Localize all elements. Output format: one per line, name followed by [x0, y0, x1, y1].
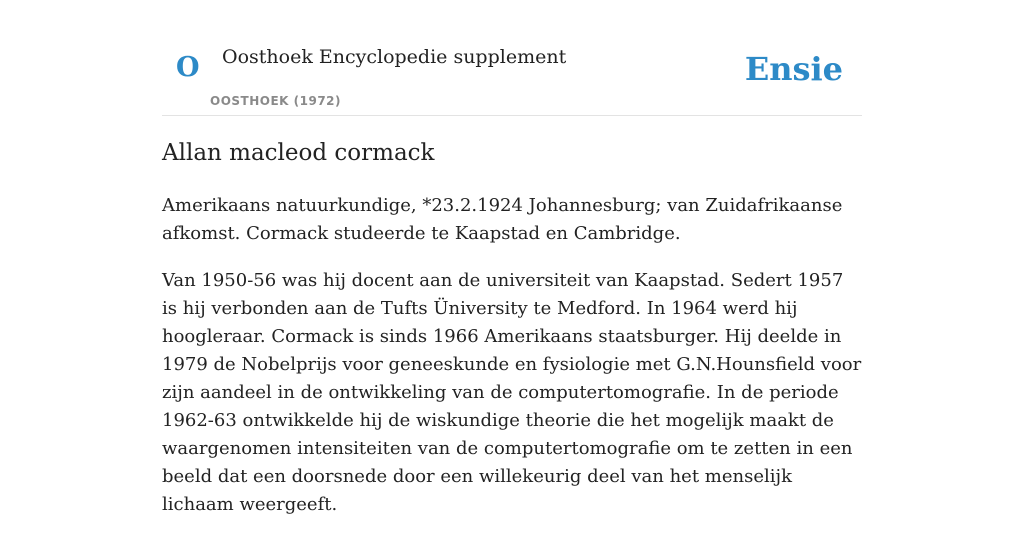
source-title[interactable]: Oosthoek Encyclopedie supplement [222, 46, 567, 68]
brand-logo-link[interactable]: Ensie [744, 50, 843, 88]
source-meta: OOSTHOEK (1972) [210, 94, 342, 108]
source-header [162, 0, 862, 116]
article-card [162, 0, 862, 515]
article-paragraph: Amerikaans natuurkundige, *23.2.1924 Johannesburg; van Zuidafrikaanse afkomst. Cormack studeerde te Kaapstad en Cambridge. [162, 195, 843, 244]
article-paragraph: Van 1950-56 was hij docent aan de universiteit van Kaapstad. Sedert 1957 is hij verbonden aan de Tufts Üniversity te Medford. In 1964 werd hij hoogleraar. Cormack is sinds 1966 Amerikaans staatsburger. Hij deelde in 1979 de Nobelprijs voor geneeskunde en fysiologie met G.N.Hounsfield voor zijn aandeel in de ontwikkeling van de computertomografie. In de periode 1962-63 ontwikkelde hij de wiskundige theorie die het mogelijk maakt de waargenomen intensiteiten van de computertomografie om te zetten in een beeld dat een doorsnede door een willekeurig deel van het menselijk lichaam weergeeft. [162, 270, 862, 515]
article-title: Allan macleod cormack [162, 140, 435, 166]
source-logo: O [176, 52, 200, 83]
article-body [162, 192, 862, 538]
